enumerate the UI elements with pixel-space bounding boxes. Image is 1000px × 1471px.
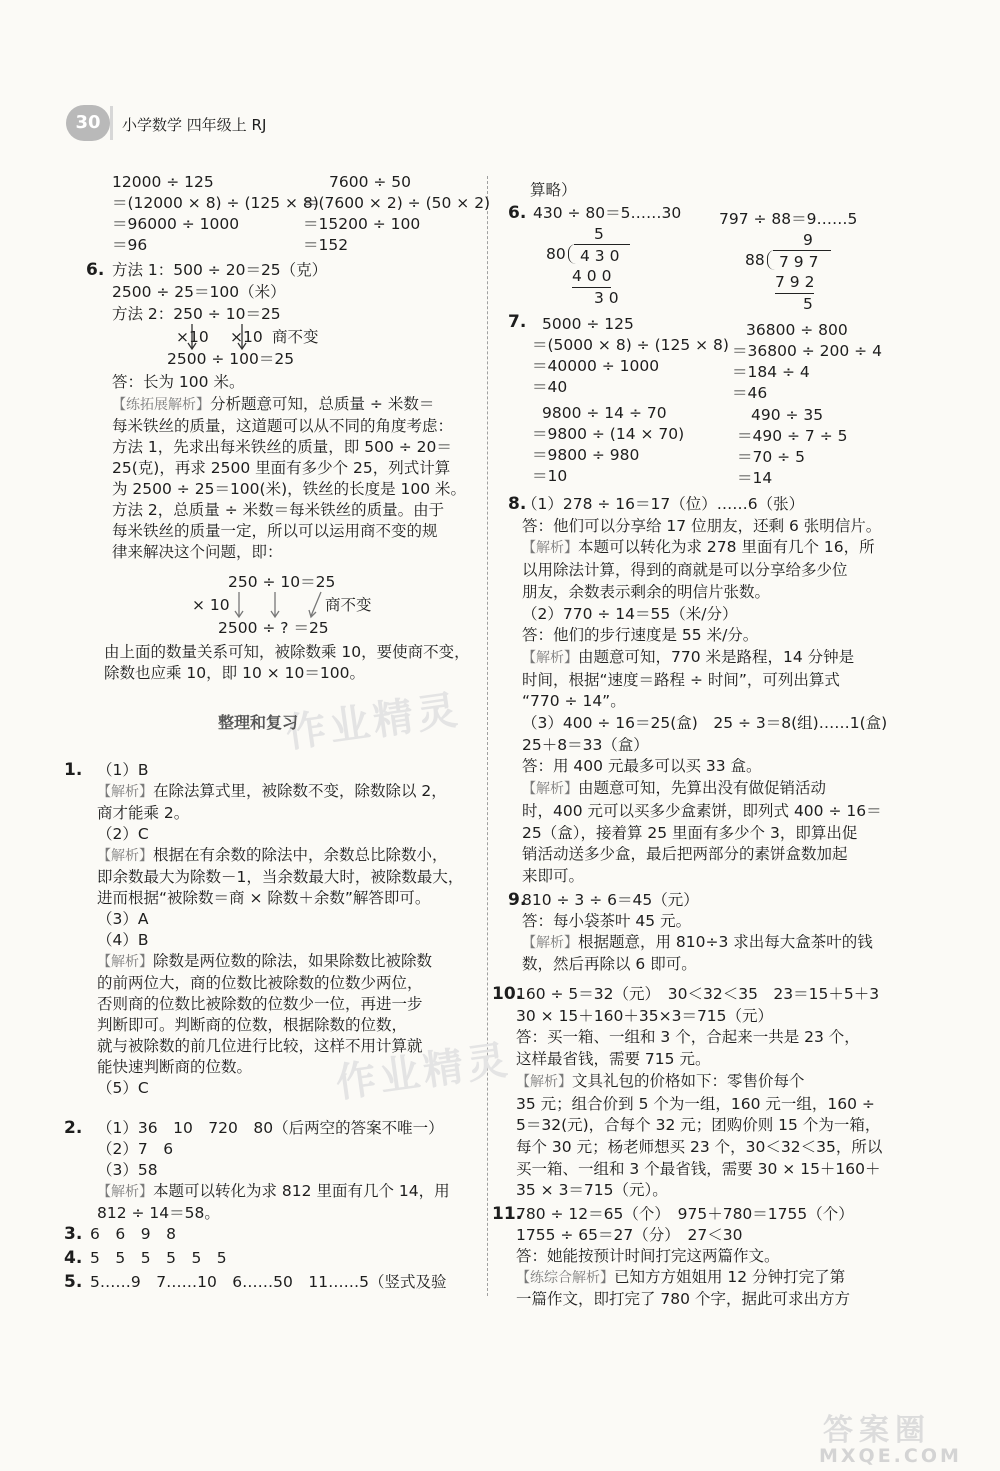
calc-line: ＝40 bbox=[532, 378, 568, 396]
explain-line: 商才能乘 2。 bbox=[97, 804, 190, 822]
explain-line: 根据题意，用 810÷3 求出每大盒茶叶的钱 bbox=[578, 933, 873, 951]
explain-tag: 【练综合解析】 bbox=[516, 1270, 614, 1286]
explain-line: 每个 30 元；杨老师想买 23 个，30＜32＜35，所以 bbox=[516, 1137, 883, 1156]
divisor: 80 bbox=[546, 245, 566, 263]
answer-line: 780 ÷ 12＝65（个） 975＋780＝1755（个） bbox=[516, 1205, 854, 1223]
product: 7 9 2 bbox=[775, 272, 814, 294]
dividend: 7 9 7 bbox=[779, 253, 819, 271]
calc-line: ＝70 ÷ 5 bbox=[737, 448, 805, 466]
answer-line: （2）C bbox=[97, 825, 149, 843]
explain-line: 在除法算式里，被除数不变，除数除以 2， bbox=[153, 782, 447, 800]
explain-tag: 【解析】 bbox=[97, 1184, 153, 1200]
explain-line: 根据在有余数的除法中，余数总比除数小， bbox=[153, 846, 448, 864]
answer-line: 1755 ÷ 65＝27（分） 27＜30 bbox=[516, 1226, 743, 1244]
watermark-text: 作业精灵 bbox=[283, 686, 464, 757]
explain-line: 以用除法计算，得到的商就是可以分享给多少位 bbox=[522, 561, 848, 580]
q7-calc-c bbox=[532, 403, 684, 487]
q6-method2: 方法 2：250 ÷ 10＝25 bbox=[112, 305, 281, 323]
answer-line: （2）770 ÷ 14＝55（米/分） bbox=[522, 604, 738, 623]
q6-answer: 答：长为 100 米。 bbox=[112, 373, 245, 391]
explain-tag: 【解析】 bbox=[97, 954, 153, 970]
calc-line: ＝(7600 × 2) ÷ (50 × 2) bbox=[303, 194, 491, 212]
answer-line: 30 × 15＋160＋35×3＝715（元） bbox=[516, 1006, 774, 1025]
explain-line: “770 ÷ 14”。 bbox=[522, 692, 626, 711]
answer-line: （1）36 10 720 80（后两空的答案不唯一） bbox=[97, 1119, 444, 1137]
review-q1 bbox=[97, 760, 463, 1099]
question-number: 3. bbox=[64, 1224, 83, 1244]
review-q4: 5 5 5 5 5 5 bbox=[90, 1249, 227, 1267]
logo-text: 答案圈 bbox=[823, 1413, 931, 1448]
calc-line: ＝96 bbox=[112, 236, 148, 254]
question-number: 9. bbox=[508, 890, 527, 910]
calc-line: ＝9800 ÷ (14 × 70) bbox=[532, 425, 685, 443]
explain-block bbox=[112, 394, 466, 563]
answer-line: 答：买一箱、一组和 3 个，合起来一共是 23 个， bbox=[516, 1028, 860, 1047]
q6-division: 797 ÷ 88＝9……5 bbox=[719, 210, 858, 228]
explain-line: 35 × 3＝715（元）。 bbox=[516, 1181, 668, 1200]
explain-line: 除数是两位数的除法，如果除数比被除数 bbox=[153, 952, 433, 970]
explain-line: 每米铁丝的质量，这道题可以从不同的角度考虑： bbox=[112, 417, 454, 435]
remainder: 3 0 bbox=[594, 289, 619, 307]
calc-line: ＝40000 ÷ 1000 bbox=[532, 357, 660, 375]
question-number: 6. bbox=[508, 203, 527, 223]
explain-line: 时间，根据“速度＝路程 ÷ 时间”，可列出算式 bbox=[522, 670, 840, 689]
explain-line: 的前两位大，商的位数比被除数的位数少两位， bbox=[97, 974, 423, 992]
q7-calc-a bbox=[532, 314, 729, 398]
calc-line: ＝152 bbox=[303, 236, 349, 254]
calc-line: 9800 ÷ 14 ÷ 70 bbox=[542, 404, 667, 422]
q6-multiplier: ×10 bbox=[176, 328, 209, 346]
explain-tag: 【解析】 bbox=[516, 1073, 572, 1090]
explain-line: 数，然后再除以 6 即可。 bbox=[522, 955, 697, 973]
explain-tag: 【解析】 bbox=[97, 848, 153, 864]
explain-tag: 【练拓展解析】 bbox=[112, 397, 210, 413]
calc-line: ＝10 bbox=[532, 467, 568, 485]
calc-line: ＝490 ÷ 7 ÷ 5 bbox=[737, 427, 848, 445]
calc-line: ＝(12000 × 8) ÷ (125 × 8) bbox=[112, 194, 319, 212]
explain-line: 5＝32(元)，合每个 32 元；团购价则 15 个为一箱， bbox=[516, 1116, 881, 1135]
explain-line: 销活动送多少盒，最后把两部分的素饼盒数加起 bbox=[522, 845, 848, 864]
calc-line: 12000 ÷ 125 bbox=[112, 173, 214, 191]
calc-line: 7600 ÷ 50 bbox=[329, 173, 412, 191]
answer-line: 答：每小袋茶叶 45 元。 bbox=[522, 912, 692, 930]
explain-line: 朋友，余数表示剩余的明信片张数。 bbox=[522, 582, 771, 601]
explain-line: 律来解决这个问题，即： bbox=[112, 543, 283, 561]
explain-tag: 【解析】 bbox=[522, 540, 578, 557]
division-bar bbox=[773, 250, 831, 251]
long-division bbox=[546, 224, 666, 308]
q7-calc-d bbox=[737, 405, 848, 489]
calc-line: ＝9800 ÷ 980 bbox=[532, 446, 640, 464]
answer-line: （1）278 ÷ 16＝17（位）……6（张） bbox=[522, 495, 805, 513]
explain-line: 25(克)，再求 2500 里面有多少个 25，列式计算 bbox=[112, 459, 451, 477]
answer-line: 160 ÷ 5＝32（元） 30＜32＜35 23＝15＋5＋3 bbox=[516, 985, 880, 1003]
question-number: 4. bbox=[64, 1248, 83, 1268]
q7-calc-b bbox=[732, 320, 882, 404]
book-title: 小学数学 四年级上 RJ bbox=[122, 116, 267, 134]
calc-line: ＝(5000 × 8) ÷ (125 × 8) bbox=[532, 336, 729, 354]
explain-line: 时，400 元可以买多少盒素饼，即列式 400 ÷ 16＝ bbox=[522, 801, 882, 820]
calc-line: ＝96000 ÷ 1000 bbox=[112, 215, 240, 233]
diagram-top: 250 ÷ 10＝25 bbox=[228, 573, 336, 591]
explain-line: 一篇作文，即打完了 780 个字，据此可求出方方 bbox=[516, 1290, 850, 1308]
explain-block bbox=[104, 642, 470, 684]
answer-line: （5）C bbox=[97, 1079, 149, 1097]
answer-line: 答：他们的步行速度是 55 米/分。 bbox=[522, 626, 759, 645]
watermark-logo bbox=[815, 1405, 1000, 1471]
answer-line: 25＋8＝33（盒） bbox=[522, 735, 649, 754]
explain-line: 35 元；组合价到 5 个为一组，160 元一组，160 ÷ bbox=[516, 1094, 875, 1113]
question-number: 8. bbox=[508, 494, 527, 514]
explain-line: 方法 1，先求出每米铁丝的质量，即 500 ÷ 20＝ bbox=[112, 438, 452, 456]
diagram-multiplier: × 10 bbox=[192, 596, 230, 614]
calc-line: ＝46 bbox=[732, 384, 768, 402]
q6-line: 2500 ÷ 100＝25 bbox=[167, 350, 295, 368]
explain-line: 除数也应乘 10，即 10 × 10＝100。 bbox=[104, 664, 365, 682]
question-number: 6. bbox=[86, 260, 105, 280]
calc-line: ＝15200 ÷ 100 bbox=[303, 215, 421, 233]
explain-line: 进而根据“被除数＝商 × 除数＋余数”解答即可。 bbox=[97, 889, 431, 907]
answer-line: 答：他们可以分享给 17 位朋友，还剩 6 张明信片。 bbox=[522, 516, 882, 535]
explain-line: 由上面的数量关系可知，被除数乘 10，要使商不变， bbox=[104, 643, 470, 661]
calc-line: 5000 ÷ 125 bbox=[542, 315, 634, 333]
q11-block bbox=[516, 1204, 854, 1310]
answer-line: （4）B bbox=[97, 931, 149, 949]
explain-line: 能快速判断商的位数。 bbox=[97, 1058, 253, 1076]
answer-line: （3）A bbox=[97, 910, 149, 928]
q6-multiplier: ×10 bbox=[230, 328, 263, 346]
answer-line: 这样最省钱，需要 715 元。 bbox=[516, 1050, 711, 1069]
question-number: 2. bbox=[64, 1118, 83, 1138]
explain-line: 812 ÷ 14＝58。 bbox=[97, 1204, 220, 1222]
review-q5: 5……9 7……10 6……50 11……5（竖式及验 bbox=[90, 1273, 447, 1291]
explain-tag: 【解析】 bbox=[522, 935, 578, 951]
explain-line: 否则商的位数比被除数的位数少一位，再进一步 bbox=[97, 995, 423, 1013]
question-number: 7. bbox=[508, 312, 527, 332]
explain-line: 判断即可。判断商的位数，根据除数的位数， bbox=[97, 1016, 408, 1034]
explain-line: 文具礼包的价格如下：零售价每个 bbox=[572, 1071, 805, 1090]
explain-tag: 【解析】 bbox=[522, 781, 578, 798]
calc-block-a bbox=[112, 172, 319, 256]
calc-block-b bbox=[303, 172, 490, 256]
quotient: 5 bbox=[594, 225, 604, 243]
calc-line: 36800 ÷ 800 bbox=[746, 321, 848, 339]
q6-quotient-unchanged: 商不变 bbox=[272, 328, 319, 346]
calc-line: 490 ÷ 35 bbox=[751, 406, 824, 424]
q8-block bbox=[522, 494, 887, 888]
explain-line: 买一箱、一组和 3 个最省钱，需要 30 × 15＋160＋ bbox=[516, 1159, 881, 1178]
review-q3: 6 6 9 8 bbox=[90, 1225, 176, 1243]
calc-line: ＝14 bbox=[737, 469, 773, 487]
explain-line: 由题意可知，770 米是路程，14 分钟是 bbox=[578, 647, 855, 666]
explain-line: 方法 2，总质量 ÷ 米数＝每米铁丝的质量。由于 bbox=[112, 501, 445, 519]
explain-tag: 【解析】 bbox=[97, 784, 153, 800]
answer-line: 答：用 400 元最多可以买 33 盒。 bbox=[522, 757, 762, 776]
explain-line: 已知方方姐姐用 12 分钟打完了第 bbox=[614, 1268, 846, 1286]
remainder: 5 bbox=[803, 295, 813, 313]
dividend: 4 3 0 bbox=[580, 247, 620, 265]
arrow-icon bbox=[225, 590, 335, 620]
question-number: 11. bbox=[492, 1204, 523, 1224]
explain-line: 分析题意可知，总质量 ÷ 米数＝ bbox=[210, 395, 435, 413]
watermark-text: 作业精灵 bbox=[333, 1036, 514, 1107]
explain-line: 25（盒），接着算 25 里面有多少个 3，即算出促 bbox=[522, 823, 858, 842]
divisor: 88 bbox=[745, 251, 765, 269]
explain-line: 为 2500 ÷ 25＝100(米)，铁丝的长度是 100 米。 bbox=[112, 480, 467, 498]
q10-block bbox=[516, 984, 882, 1202]
explain-line: 即余数最大为除数－1，当余数最大时，被除数最大， bbox=[97, 868, 464, 886]
answer-line: （3）58 bbox=[97, 1161, 158, 1179]
continued-text: 算略） bbox=[530, 181, 577, 199]
calc-line: ＝36800 ÷ 200 ÷ 4 bbox=[732, 342, 882, 360]
q6-method1: 方法 1：500 ÷ 20＝25（克） bbox=[112, 261, 328, 279]
explain-line: 来即可。 bbox=[522, 866, 585, 885]
question-number: 10. bbox=[492, 984, 523, 1004]
explain-line: 本题可以转化为求 812 里面有几个 14，用 bbox=[153, 1182, 450, 1200]
logo-url: MXQE.COM bbox=[819, 1445, 962, 1467]
question-number: 5. bbox=[64, 1272, 83, 1292]
answer-line: （2）7 6 bbox=[97, 1140, 174, 1158]
answer-line: （3）400 ÷ 16＝25(盒) 25 ÷ 3＝8(组)……1(盒) bbox=[522, 714, 888, 733]
question-number: 1. bbox=[64, 760, 83, 780]
division-bracket bbox=[767, 250, 776, 270]
division-bracket bbox=[568, 244, 577, 264]
calc-line: ＝184 ÷ 4 bbox=[732, 363, 810, 381]
answer-line: 答：她能按预计时间打完这两篇作文。 bbox=[516, 1247, 780, 1265]
review-q2 bbox=[97, 1118, 450, 1224]
q6-division: 430 ÷ 80＝5……30 bbox=[533, 204, 682, 222]
arrow-icon bbox=[170, 322, 260, 352]
explain-line: 由题意可知，先算出没有做促销活动 bbox=[578, 779, 827, 798]
answer-line: （1）B bbox=[97, 761, 149, 779]
quotient: 9 bbox=[803, 231, 813, 249]
q6-line: 2500 ÷ 25＝100（米） bbox=[112, 283, 286, 301]
long-division bbox=[745, 230, 865, 314]
page-number-badge: 30 bbox=[66, 105, 110, 141]
diagram-bottom: 2500 ÷ ? ＝25 bbox=[218, 619, 329, 637]
header-divider bbox=[110, 106, 113, 140]
diagram-quotient-unchanged: 商不变 bbox=[325, 596, 372, 614]
explain-line: 每米铁丝的质量一定，所以可以运用商不变的规 bbox=[112, 522, 438, 540]
column-divider bbox=[487, 176, 488, 1296]
q9-block bbox=[522, 890, 873, 975]
explain-line: 本题可以转化为求 278 里面有几个 16，所 bbox=[578, 538, 875, 557]
section-title: 整理和复习 bbox=[218, 713, 299, 732]
answer-line: 810 ÷ 3 ÷ 6＝45（元） bbox=[522, 891, 699, 909]
explain-line: 就与被除数的前几位进行比较，这样不用计算就 bbox=[97, 1037, 423, 1055]
product: 4 0 0 bbox=[572, 266, 611, 288]
division-bar bbox=[574, 244, 630, 245]
explain-tag: 【解析】 bbox=[522, 649, 578, 666]
